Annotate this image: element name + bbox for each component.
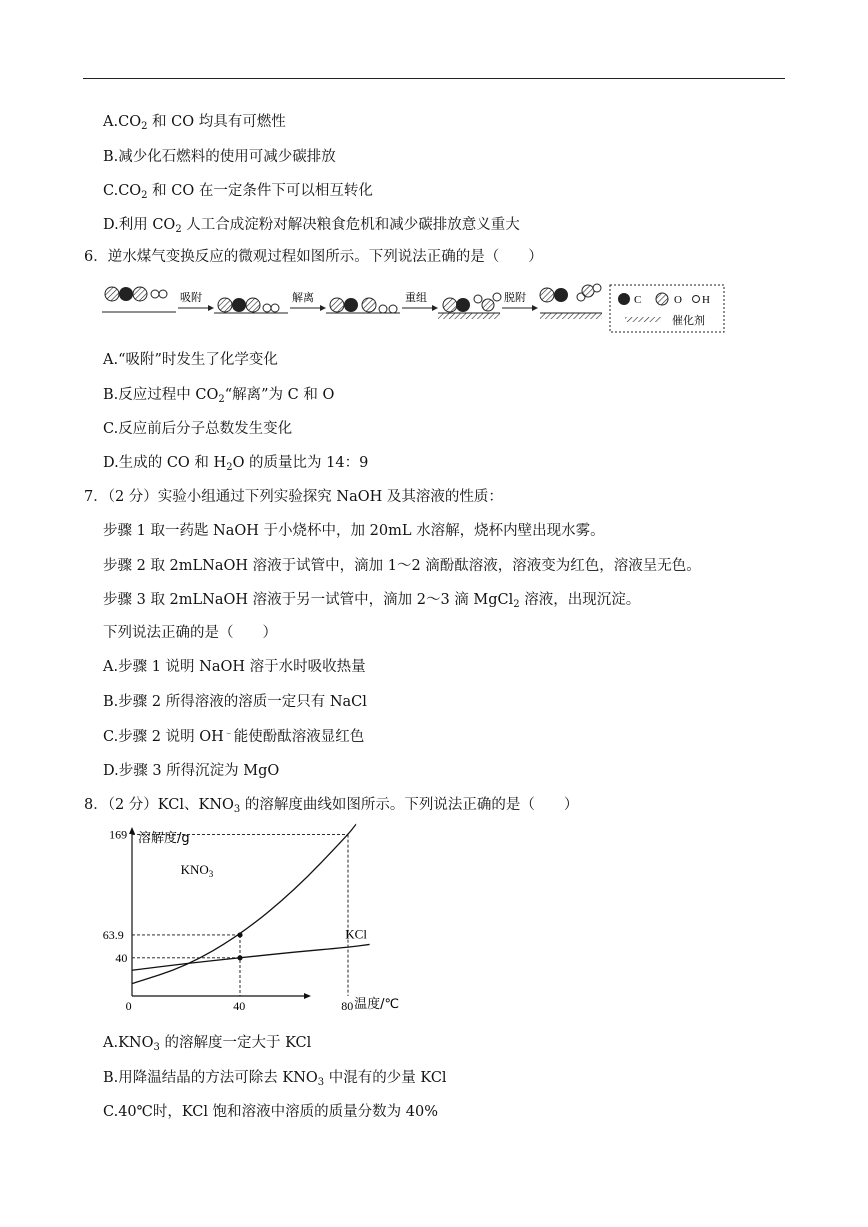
q7-option-d: D.步骤 3 所得沉淀为 MgO — [103, 763, 280, 779]
q7-step-3: 步骤 3 取 2mLNaOH 溶液于另一试管中，滴加 2～3 滴 MgCl$_2$ 溶液，出现沉淀。 — [103, 592, 641, 610]
y-tick-label: 169 — [109, 827, 128, 842]
solubility-chart — [96, 826, 400, 1018]
stage-initial — [102, 287, 176, 312]
step-label-recombine: 重组 — [405, 291, 427, 304]
x-axis-arrow — [304, 993, 311, 999]
q7-step-2: 步骤 2 取 2mLNaOH 溶液于试管中，滴加 1～2 滴酚酞溶液，溶液变为红色，溶液呈无色。 — [103, 558, 701, 574]
step-label-adsorb: 吸附 — [180, 291, 202, 304]
reaction-diagram — [100, 283, 730, 338]
y-tick-label: 63.9 — [102, 927, 124, 942]
svg-text:O: O — [674, 294, 682, 306]
arrow-desorb — [502, 290, 538, 311]
diagram-legend — [610, 285, 724, 332]
stage-recombined — [438, 293, 501, 319]
q8-option-c: C.40℃时，KCl 饱和溶液中溶质的质量分数为 40% — [103, 1104, 438, 1120]
x-tick-label: 40 — [233, 999, 246, 1013]
q7-step-1: 步骤 1 取一药匙 NaOH 于小烧杯中，加 20mL 水溶解，烧杯内壁出现水雾。 — [103, 523, 605, 539]
series-kcl-curve — [132, 944, 370, 970]
q5-option-d: D.利用 $CO_2$ 人工合成淀粉对解决粮食危机和减少碳排放意义重大 — [103, 217, 520, 235]
q8-option-b: B.用降温结晶的方法可除去 $KNO_3$ 中混有的少量 KCl — [103, 1070, 447, 1088]
q7-option-c: C.步骤 2 说明 OH﹣能使酚酞溶液显红色 — [103, 728, 365, 745]
q6-option-d: D.生成的 CO 和 $H_2O$ 的质量比为 14：9 — [103, 455, 369, 473]
stage-desorbed — [540, 284, 602, 319]
stage-dissociated — [326, 298, 400, 313]
header-rule — [83, 78, 785, 79]
arrow-adsorb — [178, 290, 214, 311]
q5-option-a: $A.CO_2$ 和 CO 均具有可燃性 — [103, 114, 286, 132]
q7-option-b: B.步骤 2 所得溶液的溶质一定只有 NaCl — [103, 694, 367, 710]
step-label-desorb: 脱附 — [504, 291, 526, 304]
y-axis-arrow — [129, 827, 135, 834]
question-7-stem: 7．（2 分）实验小组通过下列实验探究 NaOH 及其溶液的性质： — [84, 489, 503, 505]
stage-adsorbed — [214, 298, 288, 313]
arrow-dissociate — [290, 290, 326, 311]
question-6-stem: 6．逆水煤气变换反应的微观过程如图所示。下列说法正确的是（ ） — [84, 249, 543, 265]
arrow-recombine — [402, 290, 438, 311]
q6-option-c: C.反应前后分子总数发生变化 — [103, 421, 293, 437]
y-tick-label: 40 — [115, 950, 128, 965]
q5-option-b: B.减少化石燃料的使用可减少碳排放 — [103, 149, 336, 165]
question-8-stem: 8．（2 分）KCl、$KNO_3$ 的溶解度曲线如图所示。下列说法正确的是（ ） — [84, 797, 579, 815]
series-label-kno3: $KNO_3$ — [180, 861, 214, 879]
step-label-dissociate: 解离 — [292, 291, 314, 304]
svg-text:催化剂: 催化剂 — [672, 314, 705, 327]
x-tick-label: 80 — [341, 999, 354, 1013]
data-point — [237, 932, 242, 937]
q8-option-a: $A.KNO_3$ 的溶解度一定大于 KCl — [103, 1035, 312, 1053]
q5-option-c: $C.CO_2$ 和 CO 在一定条件下可以相互转化 — [103, 183, 373, 201]
series-label-kcl: KCl — [345, 926, 367, 942]
x-axis-label: 温度/℃ — [354, 997, 400, 1012]
y-axis-label: 溶解度/g — [138, 831, 190, 846]
q6-option-b: B.反应过程中 $CO_2“$解离”为 C 和 O — [103, 387, 335, 405]
q6-option-a: A.“吸附”时发生了化学变化 — [103, 352, 278, 368]
q7-ask: 下列说法正确的是（ ） — [103, 625, 277, 641]
svg-text:C: C — [634, 294, 642, 306]
data-point — [237, 955, 242, 960]
q7-option-a: A.步骤 1 说明 NaOH 溶于水时吸收热量 — [103, 659, 366, 675]
svg-text:H: H — [702, 294, 710, 306]
x-tick-label: 0 — [125, 999, 132, 1013]
series-kno3-curve — [132, 824, 356, 983]
